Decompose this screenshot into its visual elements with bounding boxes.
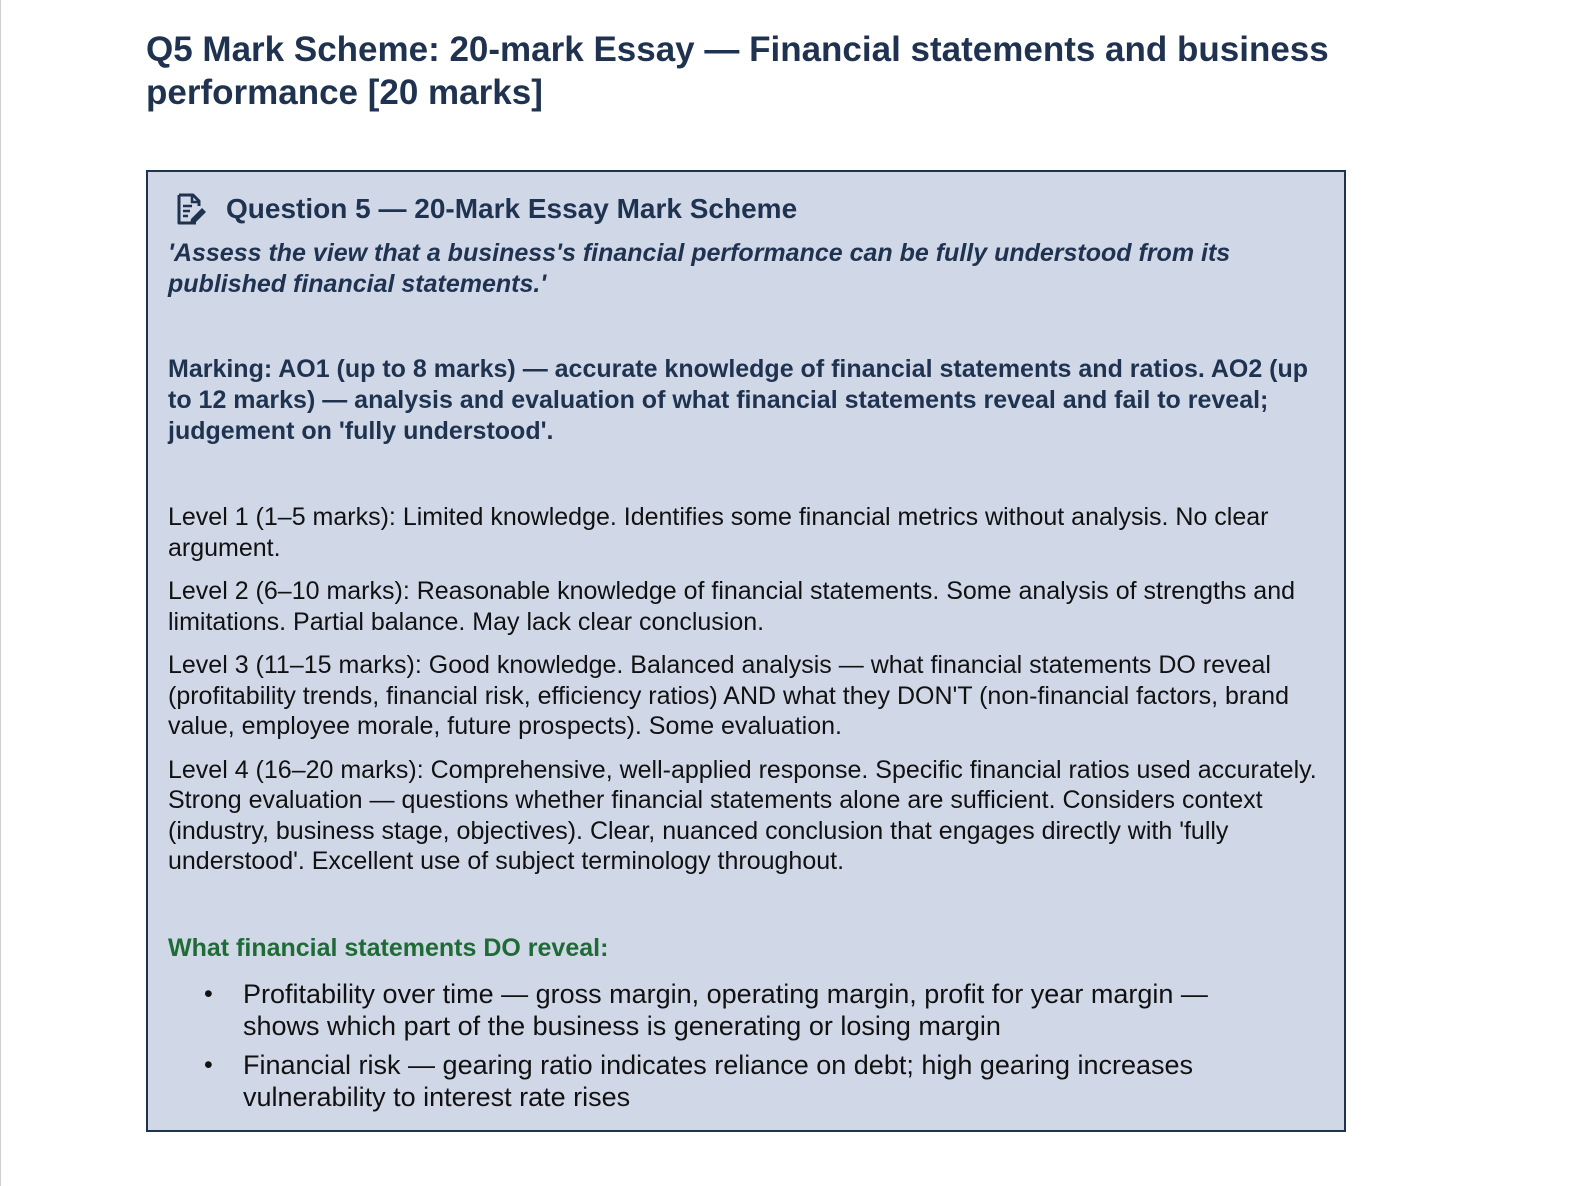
mark-scheme-box	[146, 170, 1346, 1132]
box-heading-text: Question 5 — 20-Mark Essay Mark Scheme	[226, 193, 798, 224]
marking-criteria: Marking: AO1 (up to 8 marks) — accurate knowledge of financial statements and ratios. AO2 (up to 12 marks) — analysis and evaluation of what financial statements reveal and fail to reveal; judgement on 'fully understood'.	[168, 355, 1309, 445]
reveal-list	[168, 978, 1288, 1120]
level-1-descriptor: Level 1 (1–5 marks): Limited knowledge. Identifies some financial metrics without analysis. No clear argument.	[168, 503, 1269, 562]
list-item-text: Financial risk — gearing ratio indicates reliance on debt; high gearing increases vulnerability to interest rate rises	[243, 1050, 1194, 1112]
bullet-marker: •	[204, 980, 213, 1008]
list-item-text: Profitability over time — gross margin, operating margin, profit for year margin — shows which part of the business is generating or losing margin	[243, 979, 1208, 1041]
page-title: Q5 Mark Scheme: 20-mark Essay — Financial statements and business performance [20 marks]	[146, 30, 1329, 112]
level-4-descriptor: Level 4 (16–20 marks): Comprehensive, well-applied response. Specific financial ratios used accurately. Strong evaluation — questions whether financial statements alone are sufficient. Considers context (industry, business stage, objectives). Clear, nuanced conclusion that engages directly with 'fully understood'. Excellent use of subject terminology throughout.	[168, 755, 1317, 875]
bullet-marker: •	[204, 1051, 213, 1079]
level-3-descriptor: Level 3 (11–15 marks): Good knowledge. Balanced analysis — what financial statements DO reveal (profitability trends, financial risk, efficiency ratios) AND what they DON'T (non-financial factors, brand value, employee morale, future prospects). Some evaluation.	[168, 651, 1289, 740]
list-item	[168, 978, 1288, 1042]
reveal-heading: What financial statements DO reveal:	[168, 934, 609, 962]
edit-document-icon	[174, 192, 208, 226]
level-descriptors	[168, 502, 1328, 890]
level-2-descriptor: Level 2 (6–10 marks): Reasonable knowledge of financial statements. Some analysis of strengths and limitations. Partial balance. May lack clear conclusion.	[168, 577, 1296, 636]
essay-question: 'Assess the view that a business's financial performance can be fully understood from its published financial statements.'	[168, 239, 1231, 298]
list-item	[168, 1049, 1288, 1113]
box-heading	[174, 192, 797, 226]
page-edge-divider	[0, 0, 1, 1186]
